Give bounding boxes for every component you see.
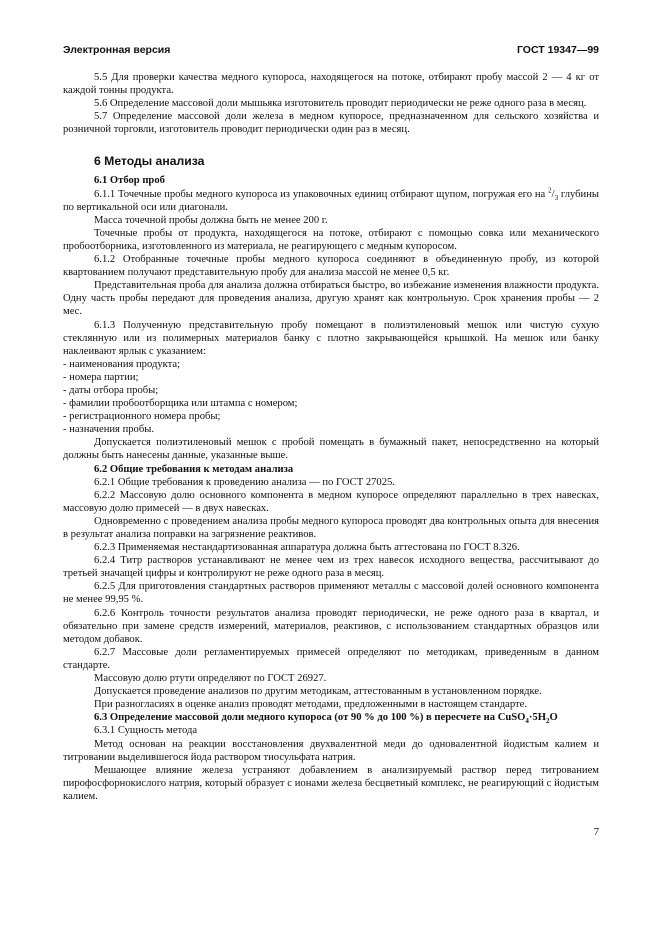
para-6-1-1: 6.1.1 Точечные пробы медного купороса из упаковочных единиц отбирают щупом, погружая его на $^2/_3$ глубины по вертикальной оси или диагонали.	[63, 186, 600, 213]
para-6-2-7: 6.2.7 Массовые доли регламентируемых примесей определяют по методикам, приведенным в данном стандарте.	[63, 646, 599, 671]
page-number: 7	[593, 827, 599, 838]
para-mercury: Массовую долю ртути определяют по ГОСТ 26927.	[94, 673, 327, 685]
para-6-2-3: 6.2.3 Применяемая нестандартизованная аппаратура должна быть аттестована по ГОСТ 8.326.	[94, 542, 520, 554]
para-5-6: 5.6 Определение массовой доли мышьяка изготовитель проводит периодически не реже одного раза в месяц.	[94, 98, 587, 110]
page-header	[63, 44, 599, 71]
para-6-3-1: 6.3.1 Сущность метода	[94, 725, 198, 737]
label-item: - даты отбора пробы;	[63, 384, 159, 396]
subsection-6-1: 6.1 Отбор проб	[94, 175, 165, 187]
fraction-numerator: 2	[548, 186, 552, 195]
label-item: - номера партии;	[63, 371, 139, 383]
formula-sub-4: 4	[525, 717, 529, 726]
subsection-6-3	[63, 711, 599, 724]
para-6-2-5: 6.2.5 Для приготовления стандартных растворов применяют металлы с массовой долей основного компонента не менее 99,95 %.	[63, 581, 599, 606]
subsection-6-2: 6.2 Общие требования к методам анализа	[94, 463, 294, 475]
fraction-denominator: 3	[554, 193, 559, 202]
formula-mid: ·5H	[528, 712, 546, 724]
formula-end: O	[549, 712, 558, 724]
para-control: Одновременно с проведением анализа пробы медного купороса проводят два контрольных опыта для внесения в результат анализа поправки на загрязнение реактивов.	[63, 515, 599, 540]
para-6-1-2: 6.1.2 Отобранные точечные пробы медного купороса соединяют в объединенную пробу, из которой квартованием получают представительную пробу для анализа массой не менее 0,5 кг.	[63, 254, 599, 279]
para-6-2-1: 6.2.1 Общие требования к проведению анализа — по ГОСТ 27025.	[94, 476, 395, 488]
header-left: Электронная версия	[63, 44, 171, 56]
section-title: 6 Методы анализа	[94, 154, 205, 169]
para-6-1-1-b: глубины по вертикальной оси или диагонали.	[63, 188, 600, 213]
formula-sub-2: 2	[545, 717, 550, 726]
label-item: - наименования продукта;	[63, 358, 181, 370]
para-6-1-1-a: 6.1.1 Точечные пробы медного купороса из упаковочных единиц отбирают щупом, погружая его на	[94, 188, 549, 200]
para-iron: Мешающее влияние железа устраняют добавлением в анализируемый раствор перед титрованием пирофосфорнокислого натрия, который образует с ионами железа бесцветный комплекс, не реагирующий с йодистым калием.	[63, 764, 599, 802]
para-mass-point: Масса точечной пробы должна быть не менее 200 г.	[94, 214, 328, 226]
subsection-6-3-text: 6.3 Определение массовой доли медного купороса (от 90 % до 100 %) в пересчете на CuSO	[94, 712, 526, 724]
para-representative: Представительная проба для анализа должна отбираться быстро, во избежание изменения влажности продукта. Одну часть пробы передают для проведения анализа, другую хранят как контрольную. Срок хранения пробы — 2 мес.	[63, 280, 599, 318]
para-method: Метод основан на реакции восстановления двухвалентной меди до одновалентной йодистым калием и титровании выделившегося йода раствором тиосульфата натрия.	[63, 738, 599, 763]
para-6-2-4: 6.2.4 Титр растворов устанавливают не менее чем из трех навесок исходного вещества, рассчитывают до третьей значащей цифры и контролируют не реже одного раза в месяц.	[63, 555, 599, 580]
para-bag: Допускается полиэтиленовый мешок с пробой помещать в бумажный пакет, непосредственно на который должны быть нанесены данные, указанные выше.	[63, 437, 599, 462]
para-point-flow: Точечные пробы от продукта, находящегося на потоке, отбирают с помощью совка или механического пробоотборника, изготовленного из материала, не реагирующего с медным купоросом.	[63, 227, 599, 252]
para-6-1-3: 6.1.3 Полученную представительную пробу помещают в полиэтиленовый мешок или чистую сухую стеклянную или из полимерных материалов банку с плотно закрывающейся крышкой. На мешок или банку наклеивают ярлык с указанием:	[63, 319, 599, 357]
label-item: - регистрационного номера пробы;	[63, 411, 221, 423]
para-5-5: 5.5 Для проверки качества медного купороса, находящегося на потоке, отбирают пробу массой 2 — 4 кг от каждой тонны продукта.	[63, 72, 599, 97]
label-item: - назначения пробы.	[63, 424, 154, 436]
para-5-7: 5.7 Определение массовой доли железа в медном купоросе, предназначенном для сельского хозяйства и розничной торговли, изготовитель проводит периодически один раз в месяц.	[63, 111, 599, 136]
header-right: ГОСТ 19347—99	[516, 44, 599, 56]
para-6-2-2: 6.2.2 Массовую долю основного компонента в медном купоросе определяют параллельно в трех навесках, массовую долю примесей — в двух навесках.	[63, 489, 599, 514]
label-item: - фамилии пробоотборщика или штампа с номером;	[63, 398, 298, 410]
para-6-2-6: 6.2.6 Контроль точности результатов анализа проводят периодически, не реже одного раза в квартал, и обязательно при замене средств измерений, материалов, реактивов, с использованием стандартных образцов или методом добавок.	[63, 607, 599, 645]
para-other-methods: Допускается проведение анализов по другим методикам, аттестованным в установленном порядке.	[94, 686, 542, 698]
para-disagreement: При разногласиях в оценке анализ проводят методами, предложенными в настоящем стандарте.	[94, 699, 528, 711]
